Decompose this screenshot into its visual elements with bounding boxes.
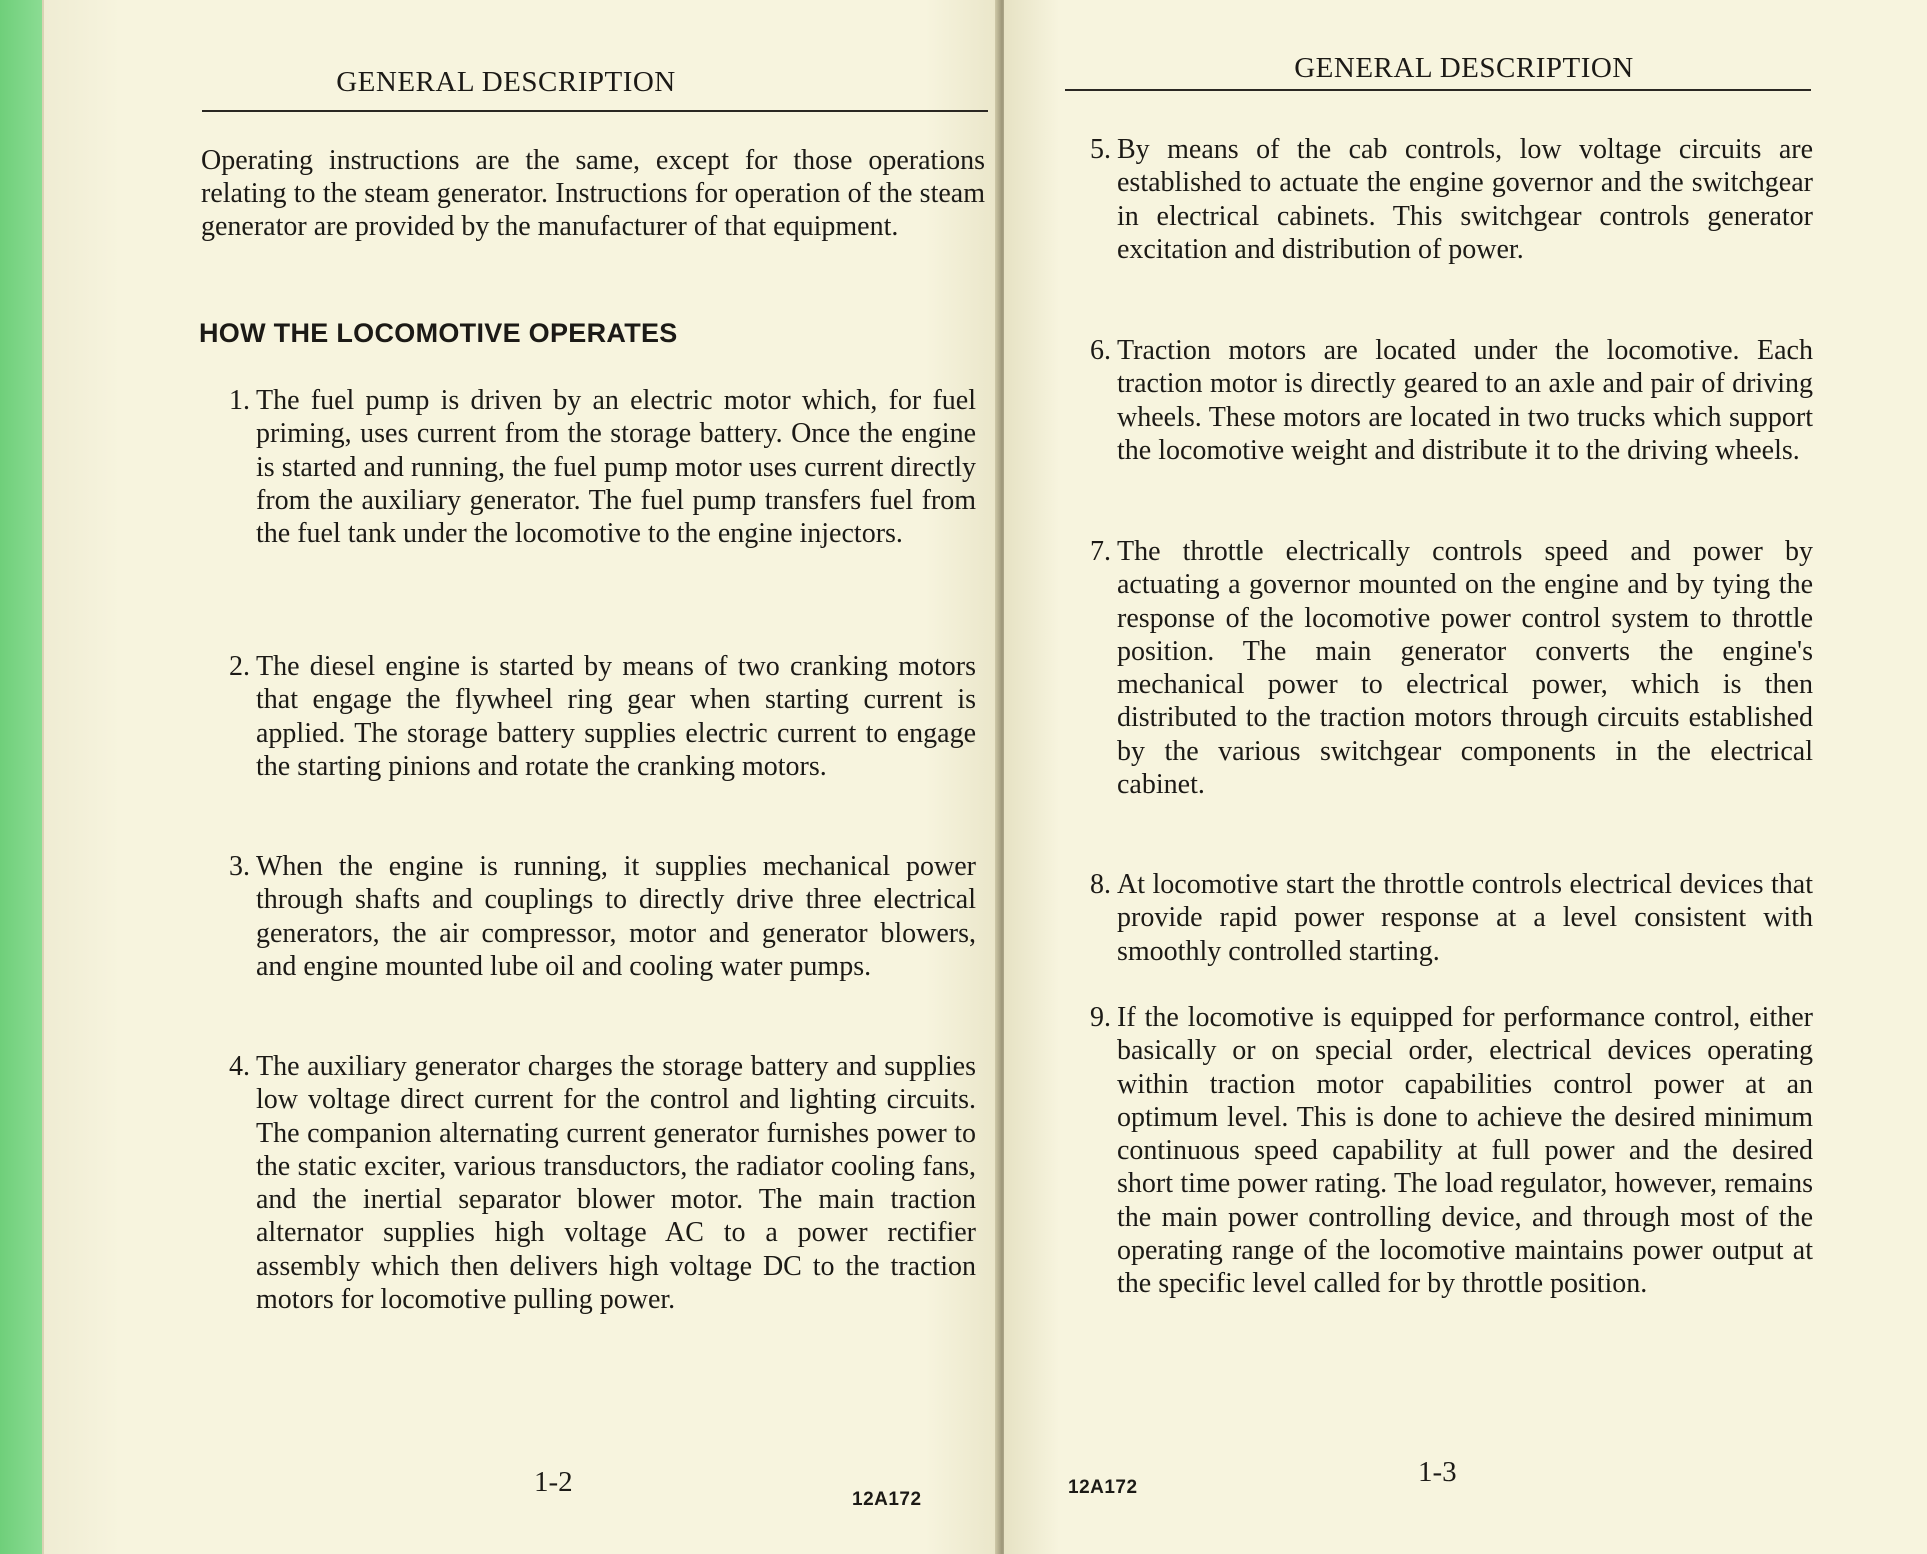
list-item bbox=[1075, 868, 1813, 968]
item-text: By means of the cab controls, low voltage circuits are established to actuate the engine governor and the switchgear in electrical cabinets. This switchgear controls generator excitation and distribution of power. bbox=[1117, 134, 1813, 265]
item-number: 8. bbox=[1090, 869, 1111, 900]
list-item bbox=[214, 850, 976, 983]
item-number: 3. bbox=[229, 851, 250, 882]
item-text: At locomotive start the throttle controls electrical devices that provide rapid power response at a level consistent with smoothly controlled starting. bbox=[1117, 869, 1813, 967]
page-number: 1-2 bbox=[534, 1466, 573, 1498]
section-heading: HOW THE LOCOMOTIVE OPERATES bbox=[199, 318, 678, 348]
page-number: 1-3 bbox=[1418, 1456, 1457, 1488]
item-text: When the engine is running, it supplies mechanical power through shafts and couplings to directly drive three electrical generators, the air compressor, motor and generator blowers, and engine mounted lube oil and cooling water pumps. bbox=[256, 851, 976, 982]
header-rule bbox=[1065, 89, 1811, 91]
list-item bbox=[214, 1050, 976, 1316]
item-number: 5. bbox=[1090, 134, 1111, 165]
item-text: If the locomotive is equipped for performance control, either basically or on special order, electrical devices operating within traction motor capabilities control power at an optimum level. This is done to achieve the desired minimum continuous speed capability at full power and the desired short time power rating. The load regulator, however, remains the main power controlling device, and through most of the operating range of the locomotive maintains power output at the specific level called for by throttle position. bbox=[1117, 1002, 1813, 1300]
document-code: 12A172 bbox=[1068, 1477, 1138, 1498]
item-number: 7. bbox=[1090, 536, 1111, 567]
list-item bbox=[1075, 535, 1813, 801]
right-page bbox=[1004, 0, 1927, 1554]
item-text: The auxiliary generator charges the storage battery and supplies low voltage direct current for the control and lighting circuits. The companion alternating current generator furnishes power to the static exciter, various transductors, the radiator cooling fans, and the inertial separator blower motor. The main traction alternator supplies high voltage AC to a power rectifier assembly which then delivers high voltage DC to the traction motors for locomotive pulling power. bbox=[256, 1051, 976, 1316]
item-number: 6. bbox=[1090, 335, 1111, 366]
list-item bbox=[1075, 1001, 1813, 1301]
item-text: The diesel engine is started by means of two cranking motors that engage the flywheel ring gear when starting current is applied. The storage battery supplies electric current to engage the starting pinions and rotate the cranking motors. bbox=[256, 651, 976, 782]
header-rule bbox=[202, 110, 988, 112]
document-code: 12A172 bbox=[852, 1489, 922, 1510]
item-text: The fuel pump is driven by an electric motor which, for fuel priming, uses current from the storage battery. Once the engine is started and running, the fuel pump motor uses current directly from the auxiliary generator. The fuel pump transfers fuel from the fuel tank under the locomotive to the engine injectors. bbox=[256, 385, 976, 550]
item-number: 9. bbox=[1090, 1002, 1111, 1033]
page-header: GENERAL DESCRIPTION bbox=[1294, 52, 1634, 84]
intro-paragraph: Operating instructions are the same, except for those operations relating to the steam generator. Instructions for operation of the steam generator are provided by the manufacturer of that equipment. bbox=[201, 145, 985, 242]
item-number: 2. bbox=[229, 651, 250, 682]
list-item bbox=[1075, 133, 1813, 266]
list-item bbox=[1075, 334, 1813, 467]
page-header: GENERAL DESCRIPTION bbox=[336, 66, 676, 98]
item-text: The throttle electrically controls speed and power by actuating a governor mounted on the engine and by tying the response of the locomotive power control system to throttle position. The main generator converts the engine's mechanical power to electrical power, which is then distributed to the traction motors through circuits established by the various switchgear components in the electrical cabinet. bbox=[1117, 536, 1813, 801]
list-item bbox=[214, 650, 976, 783]
left-page bbox=[42, 0, 1002, 1554]
item-text: Traction motors are located under the locomotive. Each traction motor is directly geared to an axle and pair of driving wheels. These motors are located in two trucks which support the locomotive weight and distribute it to the driving wheels. bbox=[1117, 335, 1813, 466]
item-number: 4. bbox=[229, 1051, 250, 1082]
item-number: 1. bbox=[229, 385, 250, 416]
list-item bbox=[214, 384, 976, 550]
